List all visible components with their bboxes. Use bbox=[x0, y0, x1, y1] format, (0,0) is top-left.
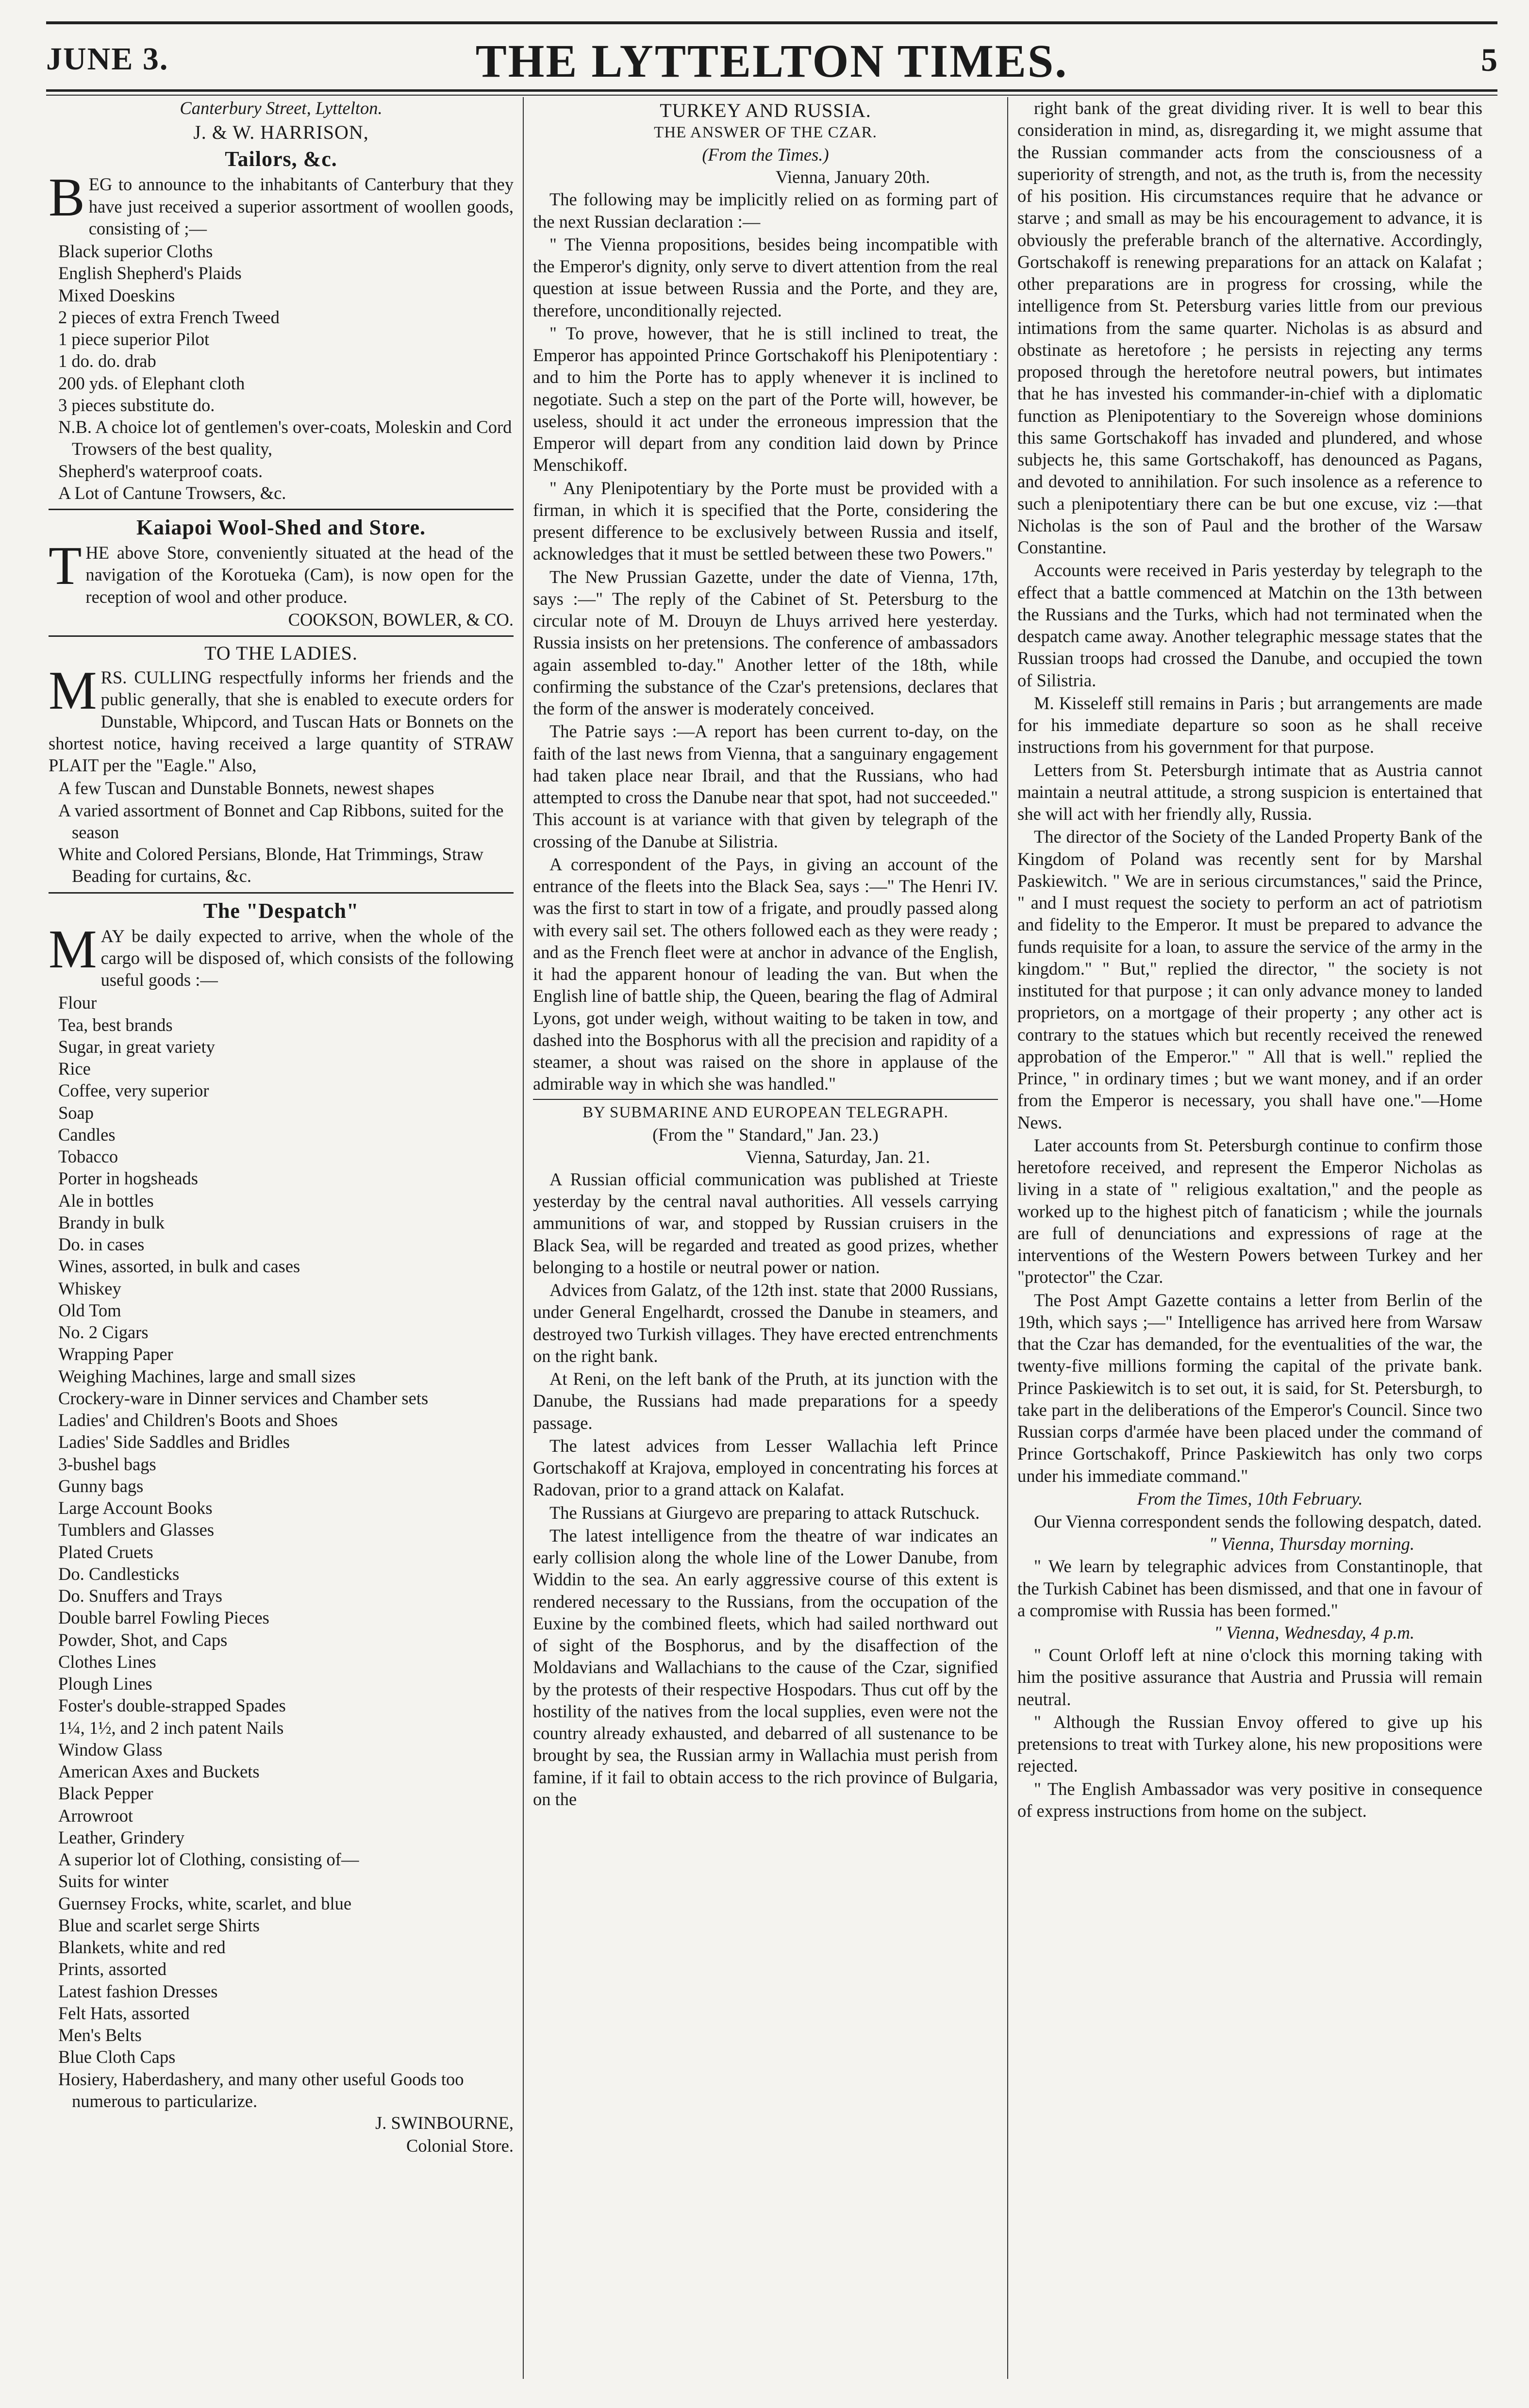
despatch-text: MAY be daily expected to arrive, when the whole of the cargo will be disposed of, which consists of the following useful goods :— bbox=[49, 919, 514, 990]
list-item: Blankets, white and red bbox=[58, 1937, 226, 1957]
list-item: Latest fashion Dresses bbox=[58, 1981, 218, 2001]
list-item: 3 pieces substitute do. bbox=[58, 395, 215, 415]
list-item: Gunny bags bbox=[58, 1476, 144, 1496]
list-item: Felt Hats, assorted bbox=[58, 2003, 190, 2023]
list-item: Do. Candlesticks bbox=[58, 1563, 180, 1584]
list-item: American Axes and Buckets bbox=[58, 1761, 260, 1781]
list-item: A superior lot of Clothing, consisting of— bbox=[58, 1849, 359, 1869]
telegraph-paragraph: The Russians at Giurgevo are preparing to attack Rutschuck. bbox=[549, 1502, 980, 1523]
list-item: Blue Cloth Caps bbox=[58, 2047, 176, 2067]
section-divider bbox=[533, 1099, 998, 1100]
page-number: 5 bbox=[1481, 41, 1497, 78]
list-item: Mixed Doeskins bbox=[58, 285, 175, 305]
list-item: 3-bushel bags bbox=[58, 1454, 156, 1474]
continuation-paragraphs bbox=[1017, 97, 1482, 1487]
harrison-location: Canterbury Street, Lyttelton. bbox=[180, 98, 382, 118]
article-paragraph: The Patrie says :—A report has been current to-day, on the faith of the last news from Vienna, that a sanguinary engagement had taken place near Ibrail, and that the Russians, who had attempted to cross the Danube near that spot, had not succeeded." This account is at variance with that given by telegraph of the crossing of the Danube at Silistria. bbox=[533, 721, 998, 851]
harrison-intro: BEG to announce to the inhabitants of Canterbury that they have just received a superior assortment of woollen goods, consisting of ;— bbox=[49, 167, 514, 238]
vienna-dateline-1: " Vienna, Thursday morning. bbox=[1209, 1534, 1414, 1554]
list-item: Window Glass bbox=[58, 1739, 163, 1760]
kaiapoi-advertisement bbox=[49, 515, 514, 631]
masthead-bottom-rule bbox=[46, 89, 1497, 96]
article-source: (From the Times.) bbox=[702, 145, 829, 165]
list-item: Hosiery, Haberdashery, and many other useful Goods too numerous to particularize. bbox=[58, 2069, 464, 2111]
list-item: Ale in bottles bbox=[58, 1190, 154, 1211]
despatch-item-list bbox=[49, 992, 514, 2112]
column-advertisements bbox=[49, 97, 514, 2389]
telegraph-heading: BY SUBMARINE AND EUROPEAN TELEGRAPH. bbox=[582, 1103, 948, 1121]
list-item: A Lot of Cantune Trowsers, &c. bbox=[58, 482, 286, 503]
list-item: English Shepherd's Plaids bbox=[58, 263, 242, 283]
list-item: Ladies' and Children's Boots and Shoes bbox=[58, 1410, 338, 1430]
list-item: Rice bbox=[58, 1059, 91, 1079]
vienna-quote-3: " Although the Russian Envoy offered to give up his pretensions to treat with Turkey alone, his new propositions were rejected. bbox=[1017, 1711, 1482, 1776]
article-paragraph: Accounts were received in Paris yesterday by telegraph to the effect that a battle commenced at Matchin on the 13th between the Russians and the Turks, which had not terminated when the despatch came away. Another telegraphic message states that the Russian troops had crossed the Danube, and occupied the town of Silistria. bbox=[1017, 560, 1482, 690]
article-paragraph: " To prove, however, that he is still inclined to treat, the Emperor has appointed Prince Gortschakoff his Plenipotentiary : and to him the Porte has to apply whenever it is inclined to negotiate. Such a step on the part of the Porte will, however, be useless, should it act under the erroneous impression that the Emperor will depart from any condition laid down by Prince Menschikoff. bbox=[533, 323, 998, 475]
list-item: A few Tuscan and Dunstable Bonnets, newest shapes bbox=[58, 778, 434, 798]
list-item: Foster's double-strapped Spades bbox=[58, 1695, 286, 1716]
list-item: A varied assortment of Bonnet and Cap Ribbons, suited for the season bbox=[58, 800, 504, 842]
list-item: Wines, assorted, in bulk and cases bbox=[58, 1256, 300, 1277]
list-item: Do. Snuffers and Trays bbox=[58, 1586, 222, 1606]
masthead bbox=[46, 12, 1497, 87]
harrison-name: J. & W. HARRISON, bbox=[193, 121, 369, 144]
telegraph-paragraph: At Reni, on the left bank of the Pruth, at its junction with the Danube, the Russians had made preparations for a speedy passage. bbox=[533, 1369, 998, 1433]
times-source: From the Times, 10th February. bbox=[1137, 1488, 1363, 1509]
list-item: 1 do. do. drab bbox=[58, 351, 156, 371]
list-item: Arrowroot bbox=[58, 1805, 133, 1826]
ladies-advertisement bbox=[49, 642, 514, 887]
list-item: Black Pepper bbox=[58, 1783, 153, 1804]
telegraph-paragraph: The latest intelligence from the theatre of war indicates an early collision along the whole line of the Lower Danube, from Widdin to the sea. An early aggressive course of this extent is rendered necessary to the Russians, from the occupation of the Euxine by the combined fleets, which had sailed northward out of sight of the Bosphorus, and by the disaffection of the Moldavians and Wallachians to the cause of the Czar, signified by the protests of their respective Hospodars. Thus cut off by the hostility of the natives from the local supplies, even were not the country already exhausted, and debarred of all sustenance to be brought by sea, the Russian army in Wallachia must perish from famine, if it fail to obtain access to the rich province of Bulgaria, on the bbox=[533, 1525, 998, 1809]
list-item: Blue and scarlet serge Shirts bbox=[58, 1915, 260, 1935]
telegraph-paragraph: A Russian official communication was published at Trieste yesterday by the central naval authorities. All vessels carrying ammunitions of war, and stopped by Russian cruisers in the Black Sea, will be regarded and treated as good prizes, whether belonging to a hostile or neutral power or nation. bbox=[533, 1169, 998, 1277]
list-item: Tobacco bbox=[58, 1146, 118, 1166]
article-paragraph: Later accounts from St. Petersburgh continue to confirm those heretofore received, and represent the Emperor Nicholas as living in a state of " religious exaltation," and the people as worked up to the highest pitch of fanaticism ; while the journals are full of denunciations and expressions of rage at the interventions of the Western Powers between Turkey and her "protector" the Czar. bbox=[1017, 1135, 1482, 1287]
list-item: Wrapping Paper bbox=[58, 1344, 173, 1364]
list-item: Plough Lines bbox=[58, 1674, 152, 1694]
kaiapoi-heading: Kaiapoi Wool-Shed and Store. bbox=[136, 515, 426, 539]
newspaper-title: THE LYTTELTON TIMES. bbox=[475, 35, 1068, 87]
issue-date: JUNE 3. bbox=[46, 41, 169, 77]
despatch-heading: The "Despatch" bbox=[203, 898, 359, 923]
list-item: Black superior Cloths bbox=[58, 241, 213, 261]
telegraph-dateline: Vienna, Saturday, Jan. 21. bbox=[746, 1146, 930, 1167]
telegraph-source: (From the " Standard," Jan. 23.) bbox=[652, 1124, 879, 1145]
list-item: Men's Belts bbox=[58, 2025, 142, 2045]
list-item: Candles bbox=[58, 1124, 116, 1145]
list-item: Weighing Machines, large and small sizes bbox=[58, 1366, 356, 1386]
list-item: Sugar, in great variety bbox=[58, 1036, 215, 1057]
article-heading: TURKEY AND RUSSIA. bbox=[660, 100, 871, 121]
harrison-advertisement bbox=[49, 97, 514, 504]
article-paragraph: " Any Plenipotentiary by the Porte must be provided with a firman, in which it is specified that the Porte, considering the present difference to be exclusively between Russia and itself, acknowledges that it must be settled between these two Powers." bbox=[533, 478, 998, 564]
telegraph-paragraph: The latest advices from Lesser Wallachia left Prince Gortschakoff at Krajova, employed in concentrating his forces at Radovan, prior to a grand attack on Kalafat. bbox=[533, 1435, 998, 1500]
masthead-top-rule bbox=[46, 21, 1497, 24]
column-continuation bbox=[1017, 97, 1482, 2389]
vienna-dateline-2: " Vienna, Wednesday, 4 p.m. bbox=[1214, 1623, 1414, 1643]
times-intro: Our Vienna correspondent sends the following despatch, dated. bbox=[1034, 1511, 1482, 1531]
ladies-item-list bbox=[49, 777, 514, 887]
despatch-signature: J. SWINBOURNE, bbox=[375, 2113, 514, 2133]
article-paragraph: The Post Ampt Gazette contains a letter from Berlin of the 19th, which says ;—" Intelligence has arrived here from Warsaw that the Czar has demanded, for the eventualities of the war, the twenty-five millions forming the capital of the private bank. Prince Paskiewitch is to set out, it is said, for St. Petersburgh, to take part in the deliberations of the Emperor's Council. Since two Russian corps d'armée have been placed under the command of Prince Gortschakoff, Prince Paskiewitch has only two corps under his immediate command." bbox=[1017, 1290, 1482, 1486]
article-subheading: THE ANSWER OF THE CZAR. bbox=[654, 124, 877, 141]
list-item: Plated Cruets bbox=[58, 1542, 153, 1562]
harrison-item-list bbox=[49, 240, 514, 504]
kaiapoi-signature: COOKSON, BOWLER, & CO. bbox=[288, 609, 514, 630]
list-item: Porter in hogsheads bbox=[58, 1168, 198, 1189]
list-item: 200 yds. of Elephant cloth bbox=[58, 373, 245, 393]
despatch-signature-place: Colonial Store. bbox=[406, 2136, 514, 2156]
list-item: Powder, Shot, and Caps bbox=[58, 1629, 228, 1650]
list-item: Double barrel Fowling Pieces bbox=[58, 1608, 269, 1628]
column-divider bbox=[1007, 97, 1008, 2379]
article-paragraph: The director of the Society of the Landed Property Bank of the Kingdom of Poland was recently sent for by Marshal Paskiewitch. " We are in serious circumstances," said the Prince, " and I must request the society to perform an act of patriotism and fidelity to the Emperor. It must be prepared to advance the funds requisite for a loan, to assure the service of the army in the kingdom." " But," replied the director, " the society is not instituted for that purpose ; it can only advance money to landed proprietors, on a mortgage of their property ; any other act is contrary to the statues which but recently received the renewed approbation of the Emperor." " All that is well." replied the Prince, " in ordinary times ; but we want money, and if an order from the Emperor is necessary, you shall have one."—Home News. bbox=[1017, 827, 1482, 1132]
despatch-advertisement bbox=[49, 898, 514, 2157]
list-item: Crockery-ware in Dinner services and Chamber sets bbox=[58, 1388, 429, 1408]
section-divider bbox=[49, 635, 514, 637]
ladies-text: MRS. CULLING respectfully informs her friends and the public generally, that she is enabled to execute orders for Dunstable, Whipcord, and Tuscan Hats or Bonnets on the shortest notice, having received a large quantity of STRAW PLAIT per the "Eagle." Also, bbox=[49, 661, 514, 775]
ladies-heading: TO THE LADIES. bbox=[204, 642, 358, 664]
list-item: Tea, best brands bbox=[58, 1014, 173, 1035]
article-paragraph: " The Vienna propositions, besides being incompatible with the Emperor's dignity, only serve to divert attention from the real question at issue between Russia and the Porte, and they are, therefore, unconditionally rejected. bbox=[533, 234, 998, 320]
list-item: Flour bbox=[58, 993, 97, 1013]
list-item: White and Colored Persians, Blonde, Hat Trimmings, Straw Beading for curtains, &c. bbox=[58, 844, 483, 886]
article-paragraph: The New Prussian Gazette, under the date of Vienna, 17th, says :—" The reply of the Cabinet of St. Petersburg to the circular note of M. Drouyn de Lhuys arrived here yesterday. Russia insists on her pretensions. The conference of ambassadors again assembled to-day." Another letter of the 18th, while confirming the substance of the Czar's pretensions, declares that the form of the answer is moderately conceived. bbox=[533, 566, 998, 718]
list-item: Suits for winter bbox=[58, 1871, 169, 1892]
telegraph-paragraphs bbox=[533, 1168, 998, 1810]
harrison-trade: Tailors, &c. bbox=[225, 147, 337, 171]
column-turkey-russia bbox=[533, 97, 998, 2389]
article-paragraph: right bank of the great dividing river. It is well to bear this consideration in mind, as, disregarding it, we might assume that the Russian commander acts from the consciousness of a superiority of strength, and not, as the truth is, from the necessity of his position. His circumstances require that he advance or starve ; and small as may be his encouragement to advance, it is obviously the preferable branch of the alternative. Accordingly, Gortschakoff is renewing preparations for an attack on Kalafat ; other preparations are in progress for crossing, while the intelligence from St. Petersburg varies little from our previous intimations from the same quarter. Nicholas is as absurd and obstinate as heretofore ; he persists in rejecting any terms proposed through the heretofore neutral powers, but intimates that he has invested his commander-in-chief with a diplomatic function as Plenipotentiary to the Sovereign whose dominions this same Gortschakoff has invaded and plundered, and whose subjects he, this same Gortschakoff, has denounced as Pagans, and devoted to annihilation. For such insolence as a reference to such a plenipotentiary there can be but one excuse, viz :—that Nicholas is the son of Paul and the brother of the Warsaw Constantine. bbox=[1017, 98, 1482, 557]
vienna-quote-1: " We learn by telegraphic advices from Constantinople, that the Turkish Cabinet has been dismissed, and that one in favour of a compromise with Russia has been formed." bbox=[1017, 1556, 1482, 1620]
section-divider bbox=[49, 509, 514, 510]
list-item: Coffee, very superior bbox=[58, 1080, 209, 1101]
list-item: Leather, Grindery bbox=[58, 1827, 184, 1847]
list-item: N.B. A choice lot of gentlemen's over-coats, Moleskin and Cord Trowsers of the best quality, bbox=[58, 417, 512, 459]
list-item: Old Tom bbox=[58, 1300, 121, 1320]
article-paragraph: M. Kisseleff still remains in Paris ; but arrangements are made for his immediate departure so soon as he shall receive instructions from his government for that purpose. bbox=[1017, 693, 1482, 757]
list-item: 1 piece superior Pilot bbox=[58, 329, 210, 349]
article-paragraph: The following may be implicitly relied on as forming part of the next Russian declaration :— bbox=[533, 189, 998, 232]
list-item: Ladies' Side Saddles and Bridles bbox=[58, 1432, 290, 1452]
telegraph-paragraph: Advices from Galatz, of the 12th inst. state that 2000 Russians, under General Engelhardt, crossed the Danube in steamers, and destroyed two Turkish villages. They have erected entrenchments on the right bank. bbox=[533, 1280, 998, 1366]
list-item: 1¼, 1½, and 2 inch patent Nails bbox=[58, 1717, 284, 1738]
list-item: 2 pieces of extra French Tweed bbox=[58, 307, 280, 327]
list-item: Brandy in bulk bbox=[58, 1212, 165, 1232]
list-item: Tumblers and Glasses bbox=[58, 1520, 215, 1540]
article-dateline: Vienna, January 20th. bbox=[775, 167, 930, 187]
list-item: No. 2 Cigars bbox=[58, 1322, 149, 1342]
list-item: Shepherd's waterproof coats. bbox=[58, 461, 263, 481]
list-item: Soap bbox=[58, 1102, 94, 1123]
vienna-quote-4: " The English Ambassador was very positive in consequence of express instructions from home on the subject. bbox=[1017, 1778, 1482, 1821]
list-item: Prints, assorted bbox=[58, 1959, 167, 1979]
list-item: Guernsey Frocks, white, scarlet, and blue bbox=[58, 1893, 352, 1913]
list-item: Large Account Books bbox=[58, 1498, 213, 1518]
column-divider bbox=[523, 97, 524, 2379]
section-divider bbox=[49, 892, 514, 894]
article-paragraphs bbox=[533, 188, 998, 1095]
list-item: Do. in cases bbox=[58, 1234, 145, 1254]
article-paragraph: Letters from St. Petersburgh intimate that as Austria cannot maintain a neutral attitude, a strong suspicion is entertained that she will act with her friendly ally, Russia. bbox=[1017, 760, 1482, 824]
article-paragraph: A correspondent of the Pays, in giving an account of the entrance of the fleets into the Black Sea, says :—" The Henri IV. was the first to start in tow of a frigate, and proudly passed along with every sail set. The others followed each as they were ready ; and as the French fleet were at anchor in advance of the English, it had the apparent honour of leading the van. But when the English line of battle ship, the Queen, bearing the flag of Admiral Lyons, got under weigh, without waiting to be taken in tow, and dashed into the Bosphorus with all the precision and rapidity of a steamer, a shout was raised on the shore in applause of the admirable way in which she was handled." bbox=[533, 854, 998, 1094]
list-item: Clothes Lines bbox=[58, 1651, 156, 1672]
kaiapoi-text: THE above Store, conveniently situated at the head of the navigation of the Korotueka (Cam), is now open for the reception of wool and other produce. bbox=[49, 536, 514, 607]
list-item: Whiskey bbox=[58, 1278, 121, 1298]
vienna-quote-2: " Count Orloff left at nine o'clock this morning taking with him the positive assurance that Austria and Prussia will remain neutral. bbox=[1017, 1645, 1482, 1709]
